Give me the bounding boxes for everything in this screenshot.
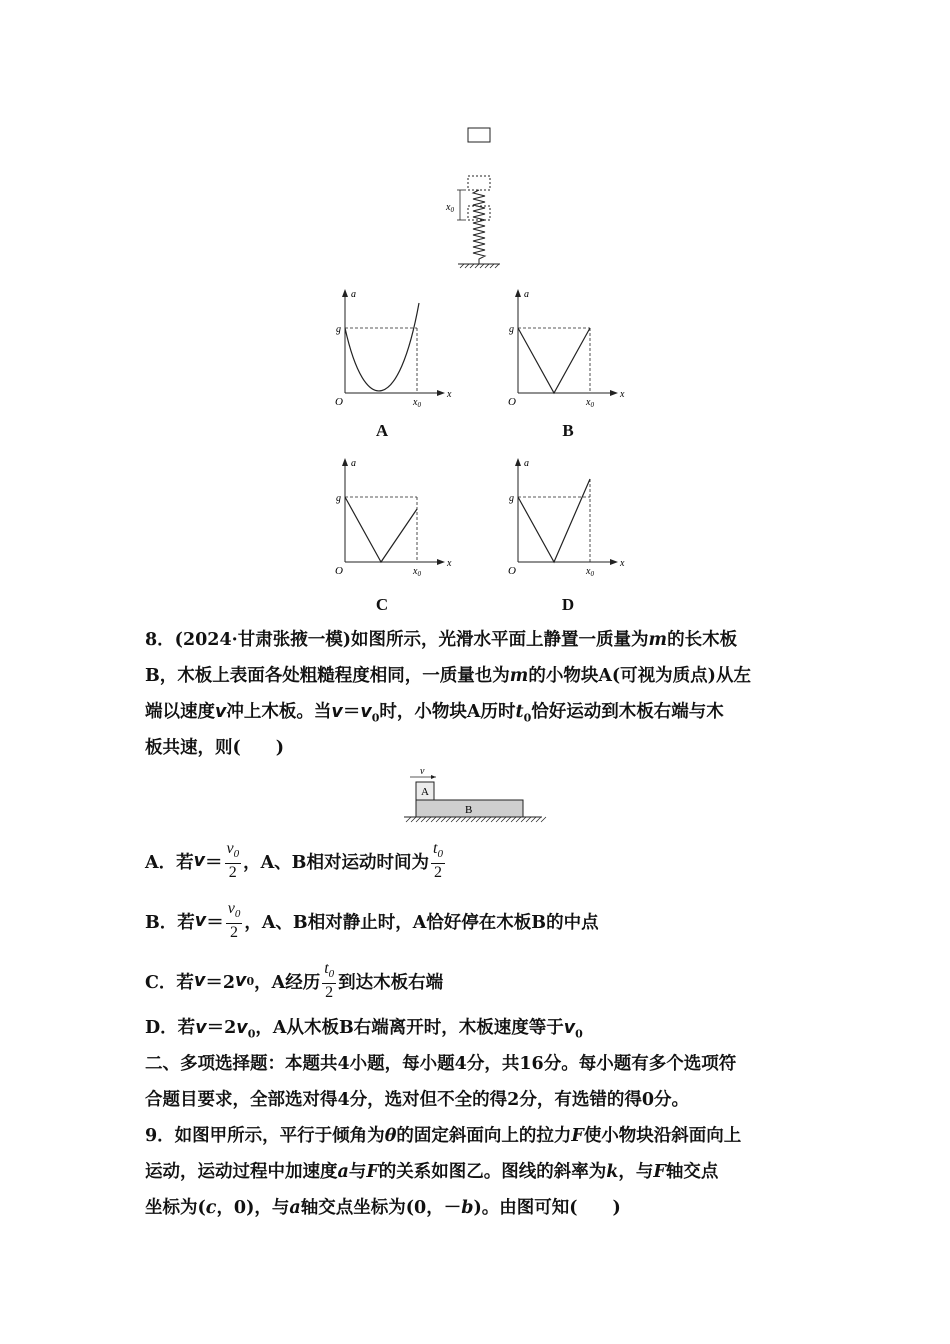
q8-line1: 8．(2024·甘肃张掖一模)如图所示，光滑水平面上静置一质量为m的长木板 <box>145 630 738 650</box>
x0-label: $x_0$ <box>586 566 594 578</box>
section2-line2: 合题目要求，全部选对得4分，选对但不全的得2分，有选错的得0分。 <box>145 1090 690 1110</box>
x0-label: $x_0$ <box>413 566 421 578</box>
g-label: g <box>509 493 514 504</box>
g-label: g <box>509 324 514 335</box>
a-x-curve <box>518 479 590 562</box>
graph-a <box>325 283 465 413</box>
q8-line3: 端以速度v冲上木板。当$v=v_0$时，小物块A历时$t_0$恰好运动到木板右端与木 <box>145 702 724 725</box>
falling-block <box>468 128 490 142</box>
a-x-curve <box>345 497 417 562</box>
option-d: D．若$v=2v_0$，A从木板B右端离开时，木板速度等于$v_0$ <box>145 1018 583 1041</box>
spring-figure <box>440 120 520 275</box>
board-figure <box>400 762 550 828</box>
q9-line3: 坐标为(c，0)，与a轴交点坐标为(0，－b)。由图可知( ) <box>145 1198 621 1218</box>
graph-d <box>498 452 638 582</box>
origin-label: O <box>508 565 516 577</box>
a-axis-label: a <box>351 458 356 469</box>
caption-b: B <box>562 421 574 440</box>
g-label: g <box>336 493 341 504</box>
caption-c: C <box>375 595 389 614</box>
option-c: C．若 v ＝2 v 0 ，A经历 $\frac{t_0}{2}$ 到达木板右端 <box>145 960 444 1002</box>
q8-line2: B，木板上表面各处粗糙程度相同，一质量也为m的小物块A(可视为质点)从左 <box>145 666 751 686</box>
option-a: A．若 v ＝ $\frac{v_0}{2}$ ，A、B相对运动时间为 $\frac{t_0}{2}$ <box>145 840 443 882</box>
graph-c <box>325 452 465 582</box>
q9-line2: 运动，运动过程中加速度a与F的关系如图乙。图线的斜率为k，与F轴交点 <box>145 1162 719 1182</box>
a-x-curve <box>518 328 590 393</box>
graph-b <box>498 283 638 413</box>
a-axis-label: a <box>351 289 356 300</box>
spring-coil <box>473 190 485 264</box>
x0-dim-label: $x_0$ <box>446 202 454 214</box>
x-axis-label: x <box>620 389 625 400</box>
origin-label: O <box>335 565 343 577</box>
q8-line4: 板共速，则( ) <box>145 738 285 758</box>
svg-text:A: A <box>421 786 429 798</box>
q9-line1: 9．如图甲所示，平行于倾角为θ的固定斜面向上的拉力F使小物块沿斜面向上 <box>145 1126 742 1146</box>
x0-label: $x_0$ <box>586 397 594 409</box>
section2-line1: 二、多项选择题：本题共4小题，每小题4分，共16分。每小题有多个选项符 <box>145 1054 737 1074</box>
a-axis-label: a <box>524 458 529 469</box>
option-b: B．若 v ＝ $\frac{v_0}{2}$ ，A、B相对静止时，A恰好停在木板B的中点 <box>145 900 599 942</box>
x0-label: $x_0$ <box>413 397 421 409</box>
svg-text:B: B <box>465 804 473 816</box>
g-label: g <box>336 324 341 335</box>
x-axis-label: x <box>447 558 452 569</box>
origin-label: O <box>335 396 343 408</box>
x-axis-label: x <box>447 389 452 400</box>
section2-heading: 二、多项选择题： <box>145 1054 285 1074</box>
block-dashed-top <box>468 176 490 190</box>
caption-d: D <box>561 595 575 614</box>
a-axis-label: a <box>524 289 529 300</box>
a-x-curve <box>345 303 419 391</box>
velocity-label: v <box>420 766 425 777</box>
origin-label: O <box>508 396 516 408</box>
x-axis-label: x <box>620 558 625 569</box>
caption-a: A <box>375 421 389 440</box>
